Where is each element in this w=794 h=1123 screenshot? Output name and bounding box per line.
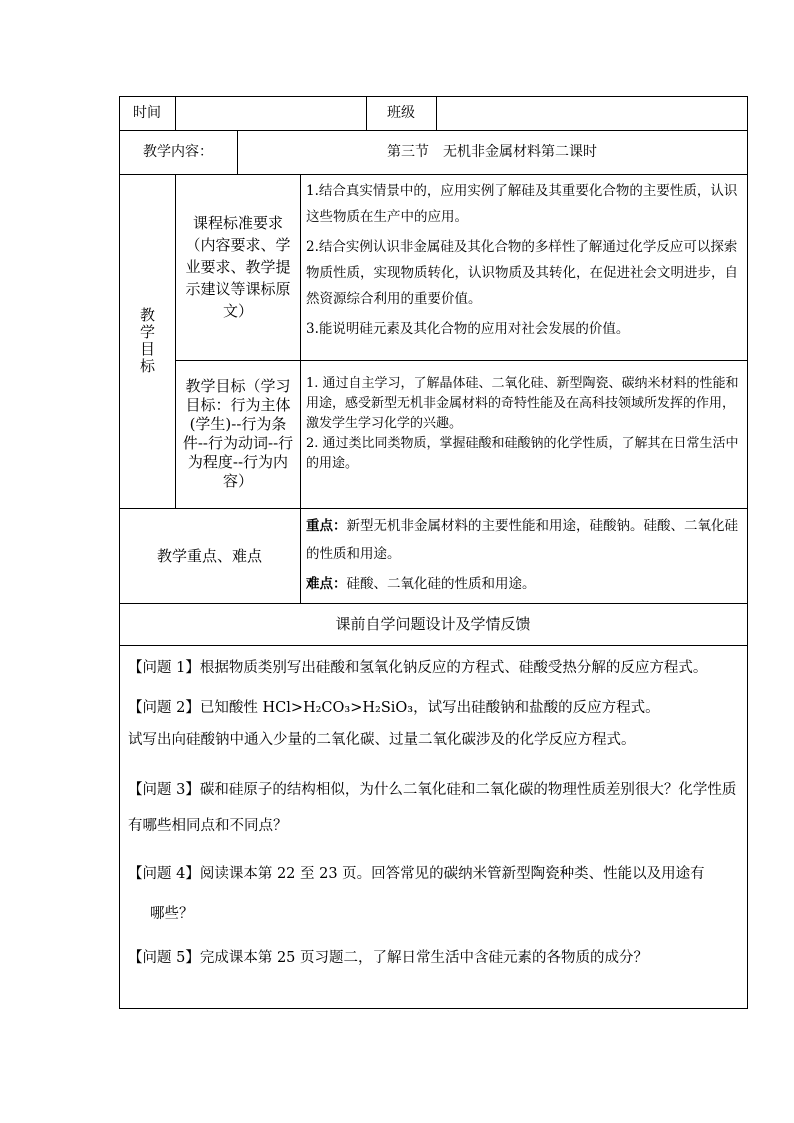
- time-label: 时间: [133, 105, 161, 121]
- focus-tag: 重点：: [306, 518, 347, 534]
- goal-items: [306, 374, 744, 504]
- key-points-label: 教学重点、难点: [156, 546, 262, 565]
- difficulty-tag: 难点：: [306, 576, 347, 592]
- question-3-tag: 【问题 3】: [128, 782, 200, 798]
- standard-item: 1.结合真实情景中的，应用实例了解硅及其重要化合物的主要性质，认识这些物质在生产中的应用。: [306, 183, 738, 225]
- question-5: [128, 940, 748, 976]
- table-line: [175, 174, 176, 508]
- key-points-content: [306, 512, 744, 600]
- objectives-side-label: [119, 174, 175, 508]
- time-value[interactable]: [175, 96, 366, 130]
- content-value: 第三节 无机非金属材料第二课时: [387, 144, 597, 160]
- focus-text: 新型无机非金属材料的主要性能和用途，硅酸钠。硅酸、二氧化硅的性质和用途。: [306, 518, 738, 562]
- question-2: [128, 690, 748, 726]
- preclass-title: 课前自学问题设计及学情反馈: [335, 615, 531, 633]
- standard-item: 3.能说明硅元素及其化合物的应用对社会发展的价值。: [306, 321, 630, 337]
- standard-label-text: 课程标准要求（内容要求、学业要求、教学提示建议等课标原文）: [185, 214, 291, 320]
- question-1-tag: 【问题 1】: [128, 660, 200, 676]
- goal-label: [182, 360, 294, 508]
- table-line: [119, 645, 748, 646]
- standard-label: [182, 174, 294, 360]
- question-1: [128, 650, 748, 686]
- difficulty-text: 硅酸、二氧化硅的性质和用途。: [346, 576, 536, 592]
- table-line: [300, 174, 301, 603]
- goal-label-text: 教学目标（学习目标：行为主体(学生)--行为条件--行为动词--行为程度--行为内容）: [182, 377, 294, 490]
- question-2-text: 已知酸性 HCl>H₂CO₃>H₂SiO₃，试写出硅酸钠和盐酸的反应方程式。: [199, 700, 660, 716]
- class-label: 班级: [387, 105, 415, 121]
- standard-items: [306, 178, 744, 358]
- goal-item: 2. 通过类比同类物质，掌握硅酸和硅酸钠的化学性质，了解其在日常生活中的用途。: [306, 436, 739, 471]
- objectives-side-text: 教学目标: [138, 307, 156, 375]
- question-4-text: 阅读课本第 22 至 23 页。回答常见的碳纳米管新型陶瓷种类、性能以及用途有: [199, 866, 705, 882]
- question-3-text: 碳和硅原子的结构相似，为什么二氧化硅和二氧化碳的物理性质差别很大？化学性质有哪些相同点和不同点？: [128, 782, 737, 834]
- focus-line: [306, 512, 744, 568]
- question-3: [128, 772, 748, 844]
- standard-item: 2.结合实例认识非金属硅及其化合物的多样性了解通过化学反应可以探索物质性质，实现物质转化，认识物质及其转化，在促进社会文明进步，自然资源综合利用的重要价值。: [306, 239, 738, 307]
- question-1-text: 根据物质类别写出硅酸和氢氧化钠反应的方程式、硅酸受热分解的反应方程式。: [199, 660, 708, 676]
- question-4: [128, 856, 748, 892]
- difficulty-line: [306, 570, 744, 598]
- class-value[interactable]: [436, 96, 747, 130]
- content-label: 教学内容：: [143, 144, 213, 160]
- question-4-tag: 【问题 4】: [128, 866, 200, 882]
- question-5-tag: 【问题 5】: [128, 950, 200, 966]
- question-4-continued: 哪些？: [150, 906, 194, 922]
- question-2-tag: 【问题 2】: [128, 700, 200, 716]
- question-5-text: 完成课本第 25 页习题二，了解日常生活中含硅元素的各物质的成分？: [199, 950, 649, 966]
- goal-item: 1. 通过自主学习，了解晶体硅、二氧化硅、新型陶瓷、碳纳米材料的性能和用途，感受新型无机非金属材料的奇特性能及在高科技领域所发挥的作用，激发学生学习化学的兴趣。: [306, 376, 739, 431]
- table-line: [119, 1008, 748, 1009]
- question-2-continued: 试写出向硅酸钠中通入少量的二氧化碳、过量二氧化碳涉及的化学反应方程式。: [128, 732, 636, 748]
